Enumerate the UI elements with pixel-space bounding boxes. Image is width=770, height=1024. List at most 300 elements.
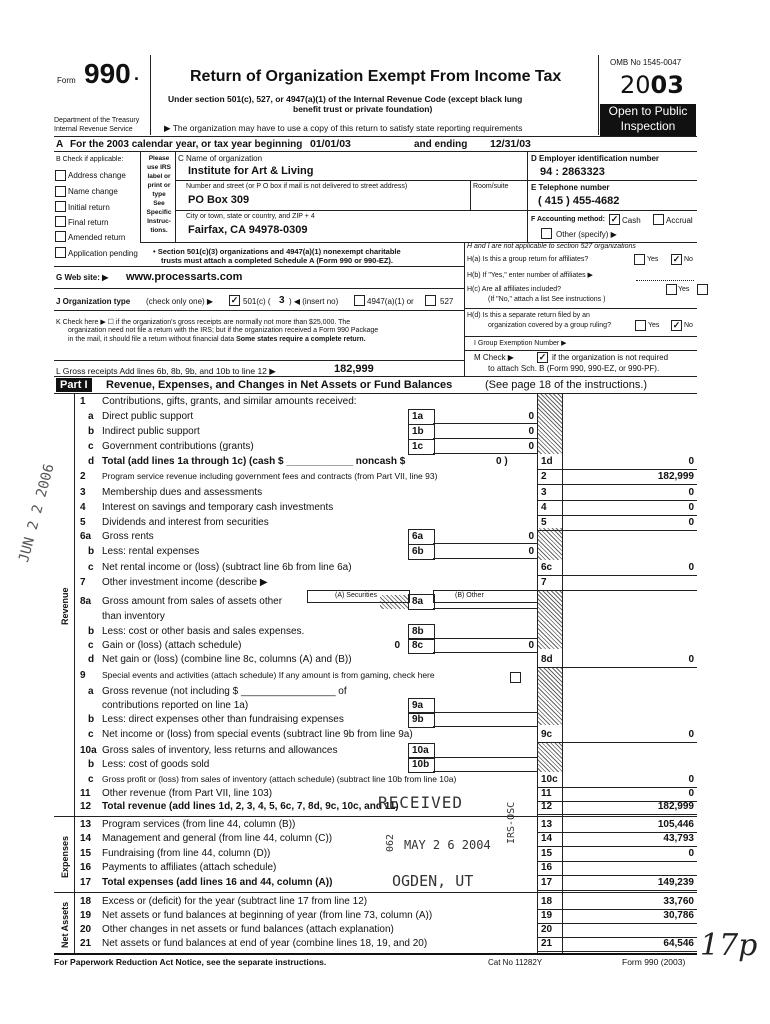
line-number: 16	[80, 862, 92, 873]
right-row-rule	[537, 890, 697, 891]
final-return-checkbox[interactable]	[55, 216, 66, 227]
line-description: Less: rental expenses	[102, 546, 200, 557]
hatch-10	[538, 742, 562, 772]
right-col-mid-rule	[562, 393, 563, 953]
rule-k-top	[54, 310, 464, 311]
schedule-b-checkbox[interactable]: ✓	[538, 352, 547, 362]
amount-value[interactable]: 0	[688, 729, 694, 740]
hc-no-checkbox[interactable]	[697, 284, 708, 295]
501c-label: 501(c) (	[243, 297, 271, 306]
hatch-6	[538, 528, 562, 560]
k-line-3	[68, 336, 366, 343]
line-number: 14	[80, 833, 92, 844]
inner-box-label: 1c	[412, 441, 424, 452]
right-box-label: 7	[541, 577, 547, 588]
line-number: 11	[80, 788, 91, 799]
ein-value[interactable]	[540, 166, 605, 178]
ha-no-label: No	[684, 256, 693, 263]
line-number: 19	[80, 910, 92, 921]
line-number: 9	[80, 670, 86, 681]
line-number: 2	[80, 471, 86, 482]
hc-yes-label: Yes	[678, 286, 690, 293]
final-return-label: Final return	[68, 218, 109, 227]
hc-question: H(c) Are all affiliates included?	[467, 286, 562, 293]
rule-a-bottom	[54, 151, 697, 152]
ein-suffix: 2863323	[562, 166, 605, 178]
right-box-label: 18	[541, 896, 553, 907]
line-sub-letter: b	[88, 759, 95, 770]
org-type-hint: (check only one) ▶	[146, 297, 214, 306]
line-sub-letter: c	[88, 562, 94, 573]
area-code: 415	[544, 195, 564, 207]
expenses-side-label: Expenses	[60, 835, 70, 878]
right-box-label: 13	[541, 819, 553, 830]
tax-year-end: 12/31/03	[490, 138, 531, 150]
irs-label-line: print or	[147, 182, 171, 189]
hd-no-checkbox[interactable]: ✓	[672, 320, 681, 330]
inner-underline	[433, 438, 537, 439]
inner-underline	[433, 652, 537, 653]
line-description: Other changes in net assets or fund balances (attach explanation)	[102, 924, 394, 935]
section-b-title: B Check if applicable:	[56, 156, 124, 163]
4947-label: 4947(a)(1) or	[367, 297, 414, 306]
501c-number[interactable]: 3	[279, 295, 285, 306]
header-divider-right	[598, 55, 599, 135]
amount-value[interactable]: 0	[688, 517, 694, 528]
rule-d	[527, 180, 697, 181]
hd-no-label: No	[684, 322, 693, 329]
line-number: 21	[80, 938, 92, 949]
form-subtitle-1: Under section 501(c), 527, or 4947(a)(1) of the Internal Revenue Code (except black lung	[168, 94, 523, 104]
line-description: Other revenue (from Part VII, line 103)	[102, 788, 273, 799]
irs-label-line: label or	[147, 173, 171, 180]
amount-value[interactable]: 182,999	[657, 801, 694, 812]
line-description: contributions reported on line 1a)	[102, 700, 249, 711]
schedule-a-note-1: • Section 501(c)(3) organizations and 4947(a)(1) nonexempt charitable	[153, 247, 401, 256]
line-description: Total expenses (add lines 16 and 44, column (A))	[102, 877, 333, 888]
rule-net-assets-top	[54, 892, 697, 893]
hatch-8	[538, 591, 562, 649]
k-line-2: organization need not file a return with the IRS; but if the organization received a Form 990 Package	[68, 327, 379, 334]
rule-a-top	[54, 136, 697, 137]
accrual-checkbox[interactable]	[653, 214, 664, 225]
rule-g-top	[54, 266, 464, 267]
inner-box-label: 8c	[412, 640, 424, 651]
rule-part1-top	[54, 376, 697, 377]
rule-org-2	[175, 210, 527, 211]
rule-l-top	[54, 360, 464, 361]
inner-underline	[433, 423, 537, 424]
right-box-label: 2	[541, 471, 547, 482]
right-box-label: 17	[541, 877, 553, 888]
right-box-label: 21	[541, 938, 553, 949]
rule-part1-title-bottom	[54, 393, 697, 394]
line-description: Gross profit or (loss) from sales of inventory (attach schedule) (subtract line 10b from line 10a)	[102, 774, 457, 784]
line-description: Net rental income or (loss) (subtract line 6b from line 6a)	[102, 562, 352, 573]
hc-yes-checkbox[interactable]	[666, 284, 677, 295]
inner-underline	[433, 726, 537, 727]
telephone-label: E Telephone number	[531, 183, 610, 192]
line-number: 4	[80, 502, 86, 513]
right-box-label: 3	[541, 487, 547, 498]
irs-label-line: use IRS	[147, 164, 171, 171]
telephone-value[interactable]	[538, 195, 619, 207]
inner-underline	[433, 608, 537, 609]
inner-box-label: 8a	[412, 596, 424, 607]
right-box-label: 10c	[541, 774, 558, 785]
public-inspection-line2: Inspection	[620, 119, 676, 133]
website-value[interactable]: www.processarts.com	[126, 271, 243, 283]
application-pending-checkbox[interactable]	[55, 247, 66, 258]
right-row-rule	[537, 875, 697, 876]
irs-label-line: type	[152, 191, 166, 198]
catalog-number: Cat No 11282Y	[488, 958, 543, 967]
inner-box-label: 10b	[412, 759, 430, 770]
received-date-stamp: MAY 2 6 2004	[404, 838, 491, 852]
ein-separator: :	[555, 166, 559, 178]
amount-value[interactable]: 30,786	[663, 910, 694, 921]
col-a-header: (A) Securities	[335, 592, 378, 599]
rule-e	[527, 210, 697, 211]
line-description: Direct public support	[102, 411, 194, 422]
amount-value[interactable]: 149,239	[657, 877, 694, 888]
line-description: Gain or (loss) (attach schedule)	[102, 640, 242, 651]
hd-question: H(d) Is this a separate return filed by an	[467, 312, 590, 319]
irs-label-line: See	[153, 200, 165, 207]
accrual-label: Accrual	[666, 216, 693, 225]
amended-return-checkbox[interactable]	[55, 231, 66, 242]
org-name-value[interactable]: Institute for Art & Living	[188, 165, 314, 177]
irs-label-line: Instruc-	[147, 218, 171, 225]
line-description: Gross amount from sales of assets other	[102, 596, 283, 607]
inner-underline	[433, 558, 537, 559]
group-exemption-label: I Group Exemption Number ▶	[474, 340, 567, 347]
inner-box-label: 1b	[412, 426, 424, 437]
other-method-checkbox[interactable]	[541, 228, 552, 239]
tax-year-begin: 01/01/03	[310, 138, 351, 150]
name-change-label: Name change	[68, 187, 118, 196]
line-description: Net income or (loss) from special events (subtract line 9b from line 9a)	[102, 729, 413, 740]
rule-expenses-top	[54, 816, 697, 817]
side-label-rule	[74, 393, 75, 953]
amount-value[interactable]: 0	[688, 562, 694, 573]
website-label: G Web site: ▶	[56, 273, 109, 282]
inner-value[interactable]: 0	[528, 441, 534, 452]
inner-underline	[433, 543, 537, 544]
line-description: Contributions, gifts, grants, and similar amounts received:	[102, 396, 357, 407]
tax-year-suffix: 03	[650, 71, 684, 99]
rule-i-top	[464, 336, 697, 337]
line-description: Less: cost or other basis and sales expenses.	[102, 626, 305, 637]
paperwork-notice: For Paperwork Reduction Act Notice, see the separate instructions.	[54, 957, 327, 967]
k-line-3a: in the mail, it should file a return without financial data	[68, 336, 235, 343]
gross-receipts-value[interactable]: 182,999	[334, 363, 374, 375]
amount-value[interactable]: 0	[688, 487, 694, 498]
k-line-1: K Check here ▶ ☐ if the organization's gross receipts are normally not more than $25,000. The	[56, 319, 351, 326]
right-box-label: 8d	[541, 654, 553, 665]
inner-underline	[433, 771, 537, 772]
org-type-label: J Organization type	[56, 297, 131, 306]
inner-amount[interactable]: 0 )	[496, 456, 508, 467]
form-number: 990	[84, 58, 131, 89]
handwritten-note: 17p	[700, 928, 758, 963]
line-description: Government contributions (grants)	[102, 441, 254, 452]
inner-value[interactable]: 0	[528, 640, 534, 651]
hc-question-note: (If "No," attach a list See instructions )	[488, 296, 606, 303]
line-number: 3	[80, 487, 86, 498]
line-description: Special events and activities (attach schedule) If any amount is from gaming, check here	[102, 670, 435, 680]
address-change-checkbox[interactable]	[55, 170, 66, 181]
line-number: 7	[80, 577, 86, 588]
inner-value[interactable]: 0	[528, 426, 534, 437]
initial-return-checkbox[interactable]	[55, 201, 66, 212]
line-sub-letter: b	[88, 546, 95, 557]
amount-value[interactable]: 64,546	[663, 938, 694, 949]
amount-value[interactable]: 0	[688, 848, 694, 859]
revenue-side-label: Revenue	[60, 587, 70, 625]
line-sub-letter: c	[88, 441, 94, 452]
right-row-rule	[537, 667, 697, 668]
irs-label-line: tions.	[150, 227, 168, 234]
and-ending-label: and ending	[414, 139, 468, 150]
inner-value[interactable]: 0	[528, 411, 534, 422]
amount-value[interactable]: 43,793	[663, 833, 694, 844]
line-sub-letter: b	[88, 626, 95, 637]
gross-receipts-label: L Gross receipts Add lines 6b, 8b, 9b, and 10b to line 12 ▶	[56, 366, 276, 376]
amount-value[interactable]: 0	[688, 456, 694, 467]
area-open: (	[538, 195, 542, 207]
line-description: Management and general (from line 44, column (C))	[102, 833, 333, 844]
inner-box-label: 6b	[412, 546, 424, 557]
inner-underline	[433, 712, 537, 713]
amended-return-label: Amended return	[68, 233, 126, 242]
amount-value[interactable]: 0	[688, 502, 694, 513]
irs-label-line: Specific	[146, 209, 172, 216]
line-number: 8a	[80, 596, 92, 607]
form-suffix: .	[134, 64, 140, 84]
inner-box-label: 9a	[412, 700, 424, 711]
form-subtitle-2: benefit trust or private foundation)	[293, 104, 433, 114]
527-checkbox[interactable]	[425, 295, 436, 306]
line-sub-letter: a	[88, 411, 94, 422]
right-row-rule	[537, 500, 697, 501]
rule-footer	[54, 953, 697, 955]
form-prefix: Form	[57, 76, 76, 85]
section-a-text: For the 2003 calendar year, or tax year beginning	[70, 139, 303, 150]
other-method-label: Other (specify) ▶	[556, 230, 617, 239]
inner-value-col-a[interactable]: 0	[394, 640, 400, 651]
col-b-header: (B) Other	[455, 592, 484, 599]
line-description: Indirect public support	[102, 426, 200, 437]
527-label: 527	[440, 297, 454, 306]
line-description: Less: cost of goods sold	[102, 759, 210, 770]
gaming-checkbox[interactable]	[510, 672, 521, 683]
inner-value[interactable]: 0	[528, 546, 534, 557]
side-stamp-osc: IRS-OSC	[506, 801, 517, 844]
line-number: 12	[80, 801, 92, 812]
irs-label-instructions	[143, 154, 175, 235]
line-number: 15	[80, 848, 92, 859]
line-description: Net assets or fund balances at beginning of year (from line 73, column (A))	[102, 910, 433, 921]
public-inspection-line1: Open to Public	[608, 104, 688, 118]
line-description: Excess or (deficit) for the year (subtract line 17 from line 12)	[102, 896, 368, 907]
irs-label-line: Please	[148, 155, 170, 162]
m-check-label: M Check ▶	[474, 353, 514, 362]
hb-dots	[636, 280, 694, 281]
line-sub-letter: c	[88, 729, 94, 740]
line-sub-letter: b	[88, 714, 95, 725]
amount-value[interactable]: 33,760	[663, 896, 694, 907]
inner-box-label: 8b	[412, 626, 424, 637]
right-box-label: 11	[541, 788, 552, 799]
right-box-label: 19	[541, 910, 553, 921]
street-value[interactable]: PO Box 309	[188, 194, 250, 206]
line-number: 17	[80, 877, 92, 888]
right-row-rule	[537, 575, 697, 576]
city-value[interactable]: Fairfax, CA 94978-0309	[188, 224, 308, 236]
room-suite-label: Room/suite	[473, 183, 509, 190]
ogden-stamp: OGDEN, UT	[392, 872, 474, 890]
name-change-checkbox[interactable]	[55, 186, 66, 197]
right-row-rule	[537, 515, 697, 516]
amount-value[interactable]: 0	[688, 654, 694, 665]
line-number: 20	[80, 924, 92, 935]
rule-hd-top	[464, 308, 697, 309]
initial-return-label: Initial return	[68, 203, 110, 212]
line-sub-letter: c	[88, 640, 94, 651]
line-description: Gross rents	[102, 531, 154, 542]
part1-title: Revenue, Expenses, and Changes in Net Assets or Fund Balances	[106, 379, 453, 391]
right-row-rule	[537, 814, 697, 815]
dept-line1: Department of the Treasury	[54, 117, 140, 124]
line-description: Program service revenue including government fees and contracts (from Part VII, line 93)	[102, 471, 438, 481]
inner-value[interactable]: 0	[528, 531, 534, 542]
right-box-label: 12	[541, 801, 553, 812]
ha-yes-label: Yes	[647, 256, 659, 263]
h-section-title: H and I are not applicable to section 527 organizations	[467, 243, 636, 250]
line-description: Total revenue (add lines 1d, 2, 3, 4, 5, 6c, 7, 8d, 9c, 10c, and 11)	[102, 801, 399, 812]
public-inspection-badge	[600, 104, 696, 136]
right-row-rule	[537, 846, 697, 847]
state-requirements-notice: ▶ The organization may have to use a copy of this return to satisfy state reporting requirements	[164, 123, 523, 133]
inner-box-label: 1a	[412, 411, 424, 422]
line-description: Interest on savings and temporary cash investments	[102, 502, 334, 513]
right-box-label: 9c	[541, 729, 553, 740]
schedule-a-note-2: trusts must attach a completed Schedule A (Form 990 or 990-EZ).	[161, 256, 394, 265]
line-sub-letter: a	[88, 686, 94, 697]
address-change-label: Address change	[68, 171, 126, 180]
ein-prefix: 94	[540, 166, 553, 178]
phone-number: 455-4682	[572, 195, 620, 207]
right-row-rule	[537, 530, 697, 531]
inner-underline	[433, 453, 537, 454]
inner-underline	[433, 757, 537, 758]
amount-value[interactable]: 0	[688, 788, 694, 799]
col-b-header-box	[433, 590, 538, 603]
inner-box-label: 10a	[412, 745, 429, 756]
hatch-1	[538, 394, 562, 454]
form-title: Return of Organization Exempt From Income Tax	[190, 68, 562, 85]
line-sub-letter: d	[88, 456, 95, 467]
hd-question-2: organization covered by a group ruling?	[488, 322, 611, 329]
k-line-3b: Some states require a complete return.	[236, 336, 366, 343]
omb-number: OMB No 1545-0047	[610, 58, 682, 67]
street-label: Number and street (or P O box if mail is not delivered to street address)	[186, 183, 408, 190]
hd-yes-checkbox[interactable]	[635, 320, 646, 331]
line-description: than inventory	[102, 611, 165, 622]
right-box-label: 4	[541, 502, 547, 513]
right-row-rule	[537, 469, 697, 470]
line-description: Total (add lines 1a through 1c) (cash $ ____________ noncash $	[102, 456, 406, 467]
amount-value[interactable]: 105,446	[657, 819, 694, 830]
scanned-date-stamp: JUN 2 2 2006	[16, 462, 58, 565]
line-description: Less: direct expenses other than fundraising expenses	[102, 714, 344, 725]
line-description: Gross revenue (not including $ _________________ of	[102, 686, 347, 697]
501c-checkbox[interactable]: ✓	[230, 295, 239, 305]
line-description: Membership dues and assessments	[102, 487, 263, 498]
cash-checkbox[interactable]: ✓	[610, 214, 619, 224]
line-description: Net assets or fund balances at end of year (combine lines 18, 19, and 20)	[102, 938, 428, 949]
part1-label: Part I	[56, 378, 92, 392]
hatch-9	[538, 667, 562, 725]
area-close: )	[566, 195, 570, 207]
ha-question: H(a) Is this a group return for affiliates?	[467, 256, 589, 263]
right-box-label: 14	[541, 833, 553, 844]
line-description: Gross sales of inventory, less returns and allowances	[102, 745, 338, 756]
line-description: Dividends and interest from securities	[102, 517, 269, 528]
section-a-letter: A	[56, 139, 64, 150]
inner-box-label: 6a	[412, 531, 424, 542]
right-row-rule	[537, 590, 697, 591]
application-pending-label: Application pending	[68, 249, 138, 258]
rule-j-top	[54, 288, 464, 289]
ha-yes-checkbox[interactable]	[634, 254, 645, 265]
cash-label: Cash	[622, 216, 641, 225]
line-description: Fundraising (from line 44, column (D))	[102, 848, 271, 859]
irs-label-right-rule	[175, 151, 176, 243]
line-number: 13	[80, 819, 92, 830]
m-check-label-2: if the organization is not required	[552, 353, 669, 362]
line-number: 10a	[80, 745, 97, 756]
irs-label-left-rule	[140, 151, 141, 243]
rule-m-top	[464, 350, 697, 351]
ein-label: D Employer identification number	[531, 154, 660, 163]
right-box-label: 15	[541, 848, 553, 859]
org-right-rule	[527, 151, 528, 243]
header-divider-left	[150, 55, 151, 135]
line-description: Program services (from line 44, column (B))	[102, 819, 296, 830]
ha-no-checkbox[interactable]: ✓	[672, 254, 681, 264]
city-label: City or town, state or country, and ZIP + 4	[186, 213, 315, 220]
4947-checkbox[interactable]	[354, 295, 365, 306]
right-box-label: 5	[541, 517, 547, 528]
right-row-rule	[537, 484, 697, 485]
amount-value[interactable]: 0	[688, 774, 694, 785]
inner-box-label: 9b	[412, 714, 424, 725]
line-sub-letter: d	[88, 654, 95, 665]
line-number: 18	[80, 896, 92, 907]
right-row-rule	[537, 861, 697, 862]
part1-see: (See page 18 of the instructions.)	[485, 379, 648, 391]
amount-value[interactable]: 182,999	[657, 471, 694, 482]
dept-line2: Internal Revenue Service	[54, 126, 133, 133]
accounting-method-label: F Accounting method:	[531, 216, 606, 223]
line-number: 1	[80, 396, 86, 407]
right-row-rule	[537, 951, 697, 952]
right-row-rule	[537, 742, 697, 743]
m-check-label-3: to attach Sch. B (Form 990, 990-EZ, or 990-PF).	[488, 364, 660, 373]
line-sub-letter: b	[88, 426, 95, 437]
